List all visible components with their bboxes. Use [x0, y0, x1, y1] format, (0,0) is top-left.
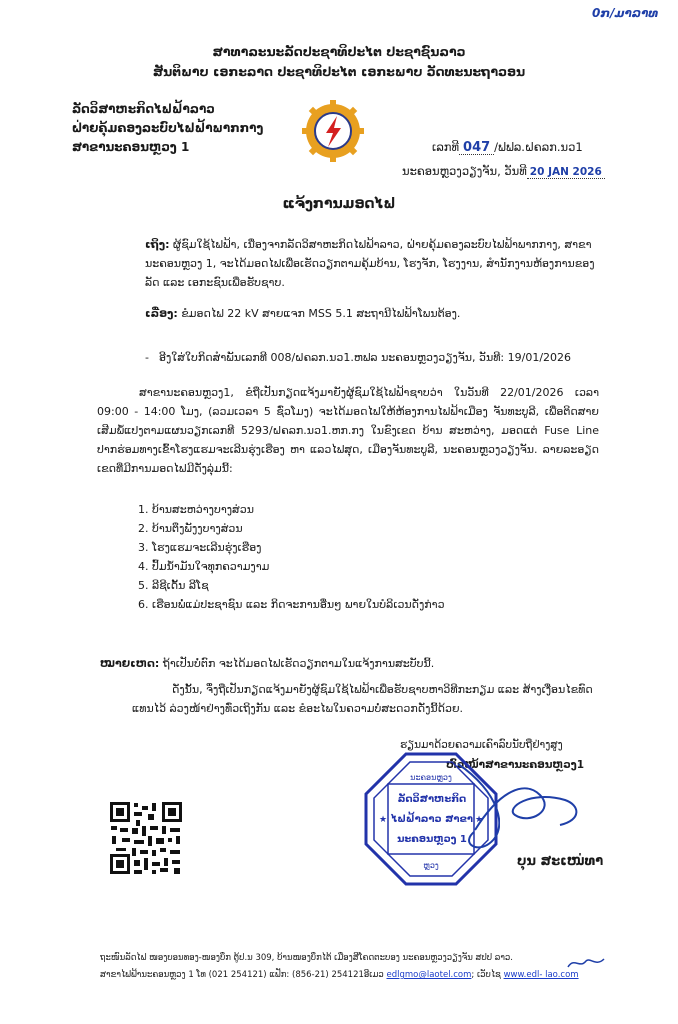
note-text: ຖ້າເປັນບໍ່ຕົກ ຈະໄດ້ມອດໄຟເຮັດວຽກຕາມໃນແຈ້ງການສະບັບນີ້. [162, 657, 435, 670]
signatory-role: ຫົວໜ້າສາຂານະຄອນຫຼວງ1 [446, 759, 585, 771]
svg-text:★: ★ [379, 815, 388, 825]
reference-number [432, 138, 583, 157]
list-item: 6. ເຮືອນພໍ່ແມ່ປະຊາຊົນ ແລະ ກິດຈະການອື່ນໆ ພາຍໃນບໍລິເວນດັ່ງກ່າວ [152, 595, 572, 614]
subject-label: ເລື່ອງ: [145, 307, 178, 320]
footer-address: ຖະໜົນລັດໄຟ ໜອງບອນທອງ-ໜອງບຶກ ຕູ້ປ.ນ 309, ບ້ານໜອງບຶກໄຕ້ ເມືອງສີໂຄດຕະບອງ ນະຄອນຫຼວງວຽງຈັນ ສປປ ລາວ. [100, 953, 513, 963]
organization-block [72, 100, 263, 157]
org-line1: ລັດວິສາຫະກິດໄຟຟ້າລາວ [72, 102, 215, 116]
corner-handwritten-note: 0ກ/ມາລາທ [592, 6, 659, 20]
org-line2: ຝ່າຍຄຸ້ມຄອງລະບົບໄຟຟ້າພາກກາງ [72, 121, 264, 135]
handwritten-signature [470, 770, 590, 850]
list-item: 5. ລີຊີເດັ້ນ ລີໂຊ [152, 576, 572, 595]
svg-text:★: ★ [475, 815, 484, 825]
footer-email-link[interactable]: edlgmo@laotel.com [386, 970, 472, 980]
svg-text:ຫຼວງ: ຫຼວງ [423, 861, 439, 870]
addressee-label: ເຖິງ: [145, 238, 170, 251]
list-item: 2. ບ້ານຕຶງພັງງບາງສ່ວນ [152, 519, 572, 538]
stamp-line1: ລັດວິສາຫະກິດ [397, 794, 467, 805]
place-date-prefix: ນະຄອນຫຼວງວຽງຈັນ, ວັນທີ [402, 164, 527, 178]
subject-block [145, 304, 605, 323]
ref-number-handwritten: 047 [463, 140, 491, 155]
respect-line: ຮຽນມາດ້ວຍຄວາມເຄົາລົບນັບຖືຢ່າງສູງ [400, 739, 563, 751]
document-title: ແຈ້ງການມອດໄຟ [282, 196, 396, 212]
list-item: 1. ບ້ານສະຫວ່າງບາງສ່ວນ [152, 500, 572, 519]
affected-areas-list [130, 500, 572, 614]
main-paragraph: ສາຂານະຄອນຫຼວງ1, ຂໍຖືເປັນກຽດແຈ້ງມາຍັງຜູ້ຊົມໃຊ້ໄຟຟ້າຊາບວ່າ ໃນວັນທີ 22/01/2026 ເວລາ 09:00 - 14:00 ໂມງ, (ລວມເວລາ 5 ຊົ່ວໂມງ) ຈະໄດ້ມອດໄຟໃຫ້ຫ້ອງການໄຟຟ້າເມືອງ ຈັນທະບູລີ, ເພື່ອຕິດສາຍເສີມພໍ້ແປງຕາມແຜນວຽກເລກທີ 5293/ຝຄລກ.ນວ1.ຫກ.ກງ ໃນຂົງເຂດ ບ້ານ ສະຫວ່າງ, ມອດແຕ່ Fuse Line ປາກຮ່ອມທາງເຂົ້າໂຮງແຮມຈະເລີນຮຸ່ງເຮືອງ ຫາ ແລວໄຟສຸດ, ເມືອງຈັນທະບູລີ, ນະຄອນຫຼວງວຽງຈັນ. ລາຍລະອຽດເຂດທີ່ມີການມອດໄຟມີດັ່ງລຸ່ມນີ້: [97, 386, 599, 475]
note-block [100, 654, 600, 673]
footer-phone: ສາຂາໄຟຟ້ານະຄອນຫຼວງ 1 ໂທ (021 254121) ແຟັກ: (856-21) 254121ອີເມວ [100, 970, 384, 980]
org-line3: ສາຂານະຄອນຫຼວງ 1 [72, 140, 190, 154]
national-header-line1: ສາທາລະນະລັດປະຊາທິປະໄຕ ປະຊາຊົນລາວ [212, 44, 466, 59]
note-label: ໝາຍເຫດ: [100, 657, 160, 670]
svg-text:ນະຄອນຫຼວງ: ນະຄອນຫຼວງ [410, 773, 452, 782]
stamp-line2: ໄຟຟ້າລາວ ສາຂາ [390, 814, 474, 825]
footer-website-label: ; ເວັບໄຊ [471, 970, 501, 980]
ref-number-suffix: /ຟຟລ.ຝຄລກ.ນວ1 [494, 140, 583, 154]
stamp-text [388, 790, 476, 850]
signatory-name: ບຸນ ສະເໜ່ທາ [517, 854, 604, 869]
edl-logo-icon [302, 100, 364, 162]
footer-initials-scribble [566, 955, 606, 971]
footer-website-link[interactable]: www.edl- lao.com [503, 970, 579, 980]
reference-line: - ອີງໃສ່ໃບກິດສຳພັນເລກທີ 008/ຝຄລກ.ນວ1.ຫຟລ ນະຄອນຫຼວງວຽງຈັນ, ວັນທີ: 19/01/2026 [145, 351, 572, 364]
ref-number-prefix: ເລກທີ [432, 140, 460, 154]
addressee-text: ຜູ້ຊົມໃຊ້ໄຟຟ້າ, ເນື່ອງຈາກລັດວິສາຫະກິດໄຟຟ້າລາວ, ຝ່າຍຄຸ້ມຄອງລະບົບໄຟຟ້າພາກກາງ, ສາຂານະຄອນຫຼວງ 1, ຈະໄດ້ມອດໄຟເພື່ອເຮັດວຽກຕາມຄຸ້ມບ້ານ, ໂຮງຈັກ, ໂຮງງານ, ສຳນັກງານຫ້ອງການຂອງລັດ ແລະ ເອກະຊົນເພື່ອຮັບຊາບ. [145, 238, 595, 289]
stamp-line3: ນະຄອນຫຼວງ 1 [397, 834, 467, 845]
list-item: 3. ໂຮງແຮມຈະເລີນຮຸ່ງເຮືອງ [152, 538, 572, 557]
subject-text: ຂໍມອດໄຟ 22 kV ສາຍແຈກ MSS 5.1 ສະຖານີໄຟຟ້າໂພນຕ້ອງ. [181, 307, 461, 320]
place-date [402, 162, 605, 182]
national-header-line2: ສັນຕິພາບ ເອກະລາດ ປະຊາທິປະໄຕ ເອກະພາບ ວັດທະນະຖາວອນ [152, 64, 526, 79]
reference-text: ອີງໃສ່ໃບກິດສຳພັນເລກທີ 008/ຝຄລກ.ນວ1.ຫຟລ ນະຄອນຫຼວງວຽງຈັນ, ວັນທີ: 19/01/2026 [158, 351, 572, 364]
list-item: 4. ປົ້ມນ້ຳມັນໃຈທຸກຄວາມງາມ [152, 557, 572, 576]
date-stamp: 20 JAN 2026 [529, 166, 602, 178]
addressee-block [145, 235, 605, 292]
footer-contact [100, 968, 620, 983]
closing-paragraph: ດັ່ງນັ້ນ, ຈຶ່ງຖືເປັນກຽດແຈ້ງມາຍັງຜູ້ຊົມໃຊ້ໄຟຟ້າເພື່ອຮັບຊາບຫາວິທີກະກຽມ ແລະ ສ້າງເງື່ອນໄຂທົດແທນໄວ້ ລ່ວງໜ້າຢ່າງທົ່ວເຖິງກັນ ແລະ ຂໍອະໄພໃນຄວາມບໍ່ສະດວກດັ່ງນີ້ດ້ວຍ. [132, 683, 593, 715]
qr-code [108, 800, 184, 876]
